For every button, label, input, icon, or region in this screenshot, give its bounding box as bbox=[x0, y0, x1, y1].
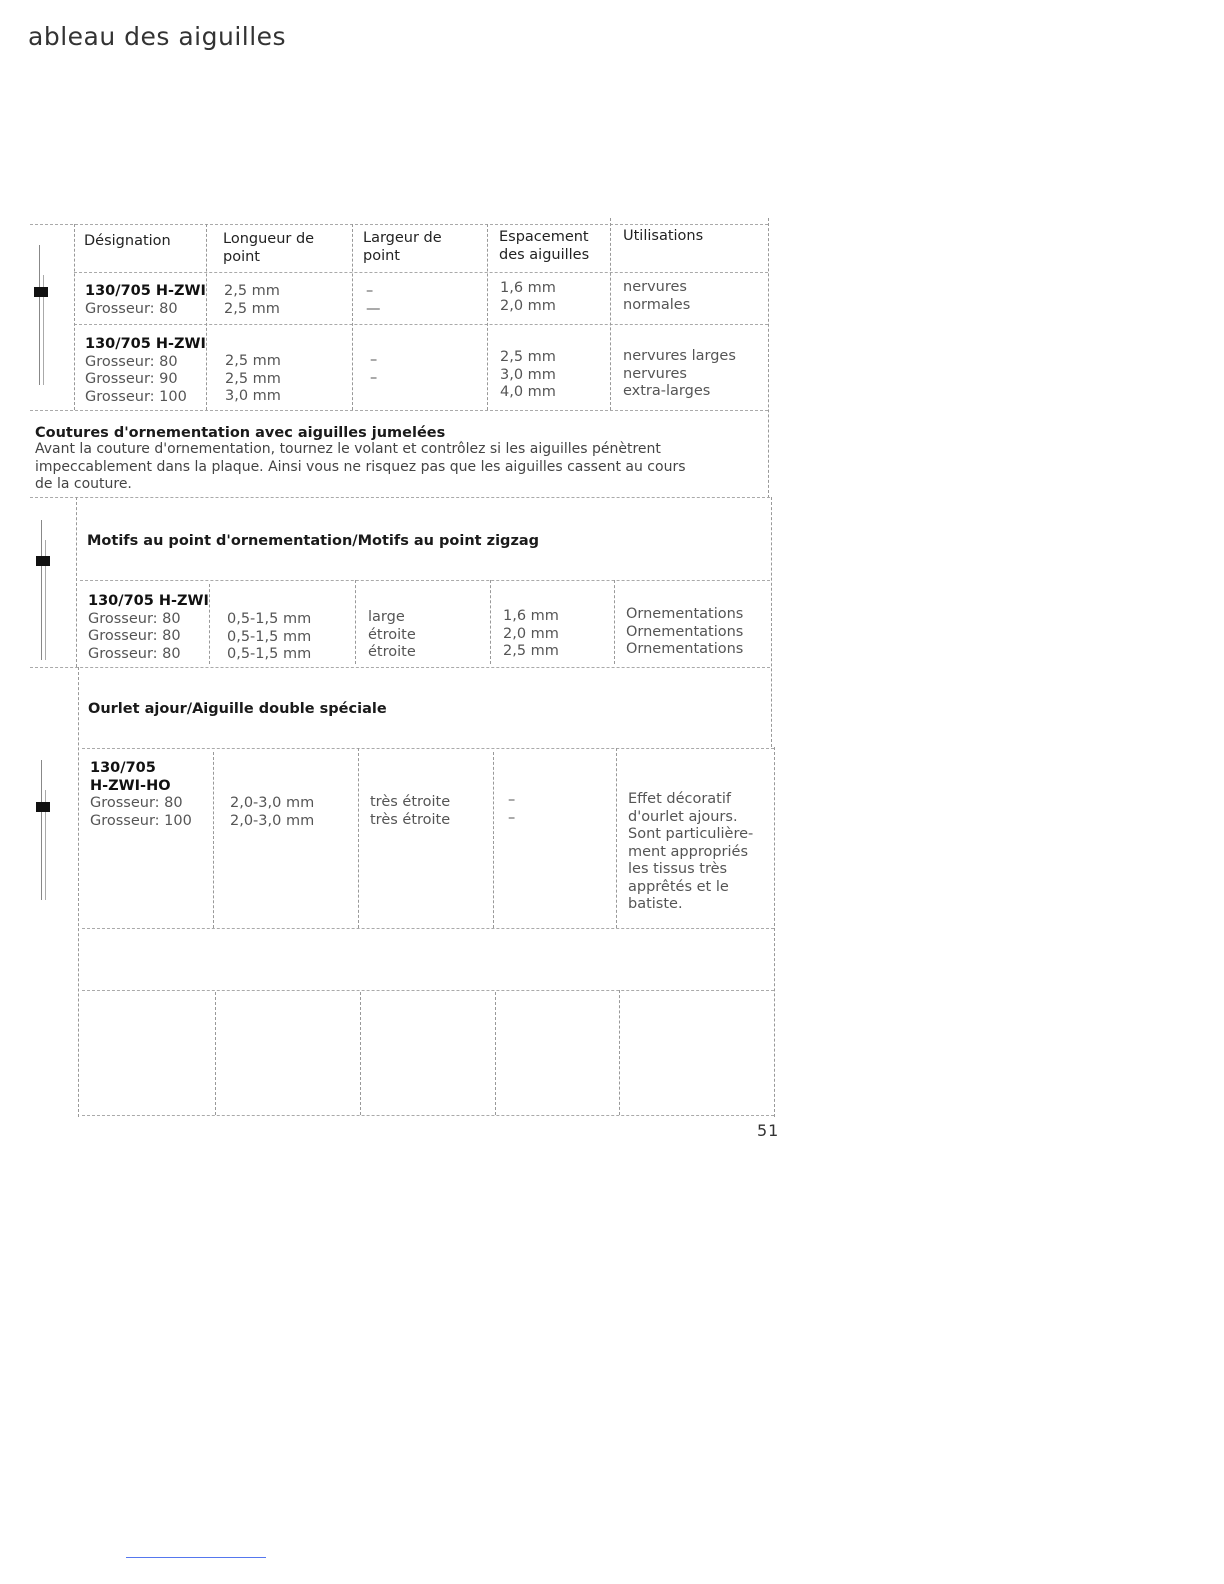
header-designation: Désignation bbox=[84, 233, 171, 249]
value: 0,5-1,5 mm bbox=[227, 611, 312, 627]
value: 2,5 mm bbox=[224, 300, 280, 317]
value: — bbox=[366, 300, 381, 317]
needle-icon bbox=[36, 520, 50, 660]
header-espacement bbox=[499, 229, 589, 264]
table-row bbox=[88, 593, 209, 663]
value: 0,5-1,5 mm bbox=[227, 628, 312, 645]
header-largeur-line2: point bbox=[363, 247, 400, 264]
couture-paragraph bbox=[35, 441, 686, 494]
needle-size: Grosseur: 80 bbox=[85, 353, 178, 370]
value: 2,5 mm bbox=[225, 370, 281, 387]
value: – bbox=[508, 809, 516, 826]
value: – bbox=[370, 352, 378, 368]
header-longueur-line1: Longueur de bbox=[223, 231, 315, 247]
value: 2,5 mm bbox=[225, 353, 281, 369]
value: ment appropriés bbox=[628, 843, 749, 860]
value: Ornementations bbox=[626, 641, 744, 657]
value: très étroite bbox=[370, 811, 451, 828]
needle-size: Grosseur: 80 bbox=[90, 795, 183, 811]
header-largeur-line1: Largeur de bbox=[363, 230, 442, 246]
value: – bbox=[508, 792, 516, 808]
needle-spacing bbox=[500, 349, 556, 402]
value: Sont particulière- bbox=[628, 826, 754, 842]
needle-size: Grosseur: 100 bbox=[90, 812, 192, 829]
value: 2,5 mm bbox=[500, 349, 556, 365]
stitch-width bbox=[368, 609, 416, 662]
needle-size: Grosseur: 100 bbox=[85, 388, 187, 405]
stitch-width bbox=[366, 283, 381, 318]
value: batiste. bbox=[628, 896, 683, 912]
value: 4,0 mm bbox=[500, 384, 556, 400]
value: 2,5 mm bbox=[224, 283, 280, 299]
section-title-motifs: Motifs au point d'ornementation/Motifs au point zigzag bbox=[87, 533, 540, 549]
section-title-couture: Coutures d'ornementation avec aiguilles jumelées bbox=[35, 425, 446, 441]
value: 3,0 mm bbox=[500, 366, 556, 383]
value: – bbox=[366, 283, 374, 299]
value: Ornementations bbox=[626, 623, 744, 640]
needle-size: Grosseur: 80 bbox=[88, 628, 181, 644]
value: nervures bbox=[623, 365, 687, 382]
header-espacement-line2: des aiguilles bbox=[499, 246, 590, 263]
value: 0,5-1,5 mm bbox=[227, 646, 312, 662]
needle-size: Grosseur: 80 bbox=[88, 645, 181, 662]
value: Ornementations bbox=[626, 606, 744, 622]
value: 2,0-3,0 mm bbox=[230, 812, 315, 829]
page-title: ableau des aiguilles bbox=[28, 22, 287, 51]
stitch-length bbox=[227, 611, 311, 664]
needle-spacing bbox=[503, 608, 559, 661]
value: 2,5 mm bbox=[503, 643, 559, 659]
value: d'ourlet ajours. bbox=[628, 808, 738, 825]
value: très étroite bbox=[370, 794, 451, 810]
usage bbox=[628, 791, 753, 914]
needle-type: H-ZWI-HO bbox=[90, 777, 171, 794]
header-largeur bbox=[363, 230, 442, 265]
value: 1,6 mm bbox=[503, 608, 559, 624]
section-title-ourlet: Ourlet ajour/Aiguille double spéciale bbox=[88, 701, 387, 717]
needle-type: 130/705 H-ZWI bbox=[85, 283, 206, 299]
needle-spacing bbox=[500, 280, 556, 315]
value: 2,0 mm bbox=[500, 297, 556, 314]
stitch-length bbox=[230, 795, 314, 830]
header-utilisations: Utilisations bbox=[623, 228, 704, 244]
value: large bbox=[368, 609, 405, 625]
table-row bbox=[85, 283, 206, 318]
header-longueur bbox=[223, 231, 314, 266]
needle-type: 130/705 H-ZWI bbox=[85, 336, 206, 352]
paragraph-line: impeccablement dans la plaque. Ainsi vous ne risquez pas que les aiguilles cassent au cours bbox=[35, 458, 686, 475]
value: apprêtés et le bbox=[628, 878, 729, 895]
stitch-length bbox=[224, 283, 280, 318]
value: 3,0 mm bbox=[225, 388, 281, 404]
needle-type: 130/705 bbox=[90, 760, 156, 776]
value: Effet décoratif bbox=[628, 791, 732, 807]
value: 2,0-3,0 mm bbox=[230, 795, 315, 811]
value: normales bbox=[623, 296, 691, 313]
needle-size: Grosseur: 80 bbox=[88, 610, 181, 627]
needle-size: Grosseur: 80 bbox=[85, 300, 178, 317]
needle-icon bbox=[34, 245, 48, 385]
stitch-length bbox=[225, 353, 281, 406]
table-row bbox=[85, 336, 206, 406]
needle-icon bbox=[36, 760, 50, 900]
page-number: 51 bbox=[757, 1121, 780, 1140]
value: 2,0 mm bbox=[503, 625, 559, 642]
usage bbox=[623, 348, 736, 401]
paragraph-line: de la couture. bbox=[35, 476, 132, 492]
usage bbox=[626, 606, 743, 659]
value: nervures larges bbox=[623, 348, 736, 364]
paragraph-line: Avant la couture d'ornementation, tournez le volant et contrôlez si les aiguilles pénètrent bbox=[35, 441, 661, 457]
value: 1,6 mm bbox=[500, 280, 556, 296]
needle-size: Grosseur: 90 bbox=[85, 371, 178, 387]
value: étroite bbox=[368, 626, 416, 643]
stitch-width bbox=[370, 794, 450, 829]
header-espacement-line1: Espacement bbox=[499, 229, 589, 245]
divider bbox=[126, 1557, 266, 1558]
needle-type: 130/705 H-ZWI bbox=[88, 593, 209, 609]
header-longueur-line2: point bbox=[223, 248, 260, 265]
stitch-width bbox=[370, 352, 377, 387]
value: extra-larges bbox=[623, 383, 711, 399]
table-row bbox=[90, 760, 192, 830]
usage bbox=[623, 279, 690, 314]
value: nervures bbox=[623, 279, 687, 295]
needle-spacing bbox=[508, 792, 515, 827]
value: les tissus très bbox=[628, 861, 728, 877]
value: – bbox=[370, 369, 378, 386]
value: étroite bbox=[368, 644, 416, 660]
